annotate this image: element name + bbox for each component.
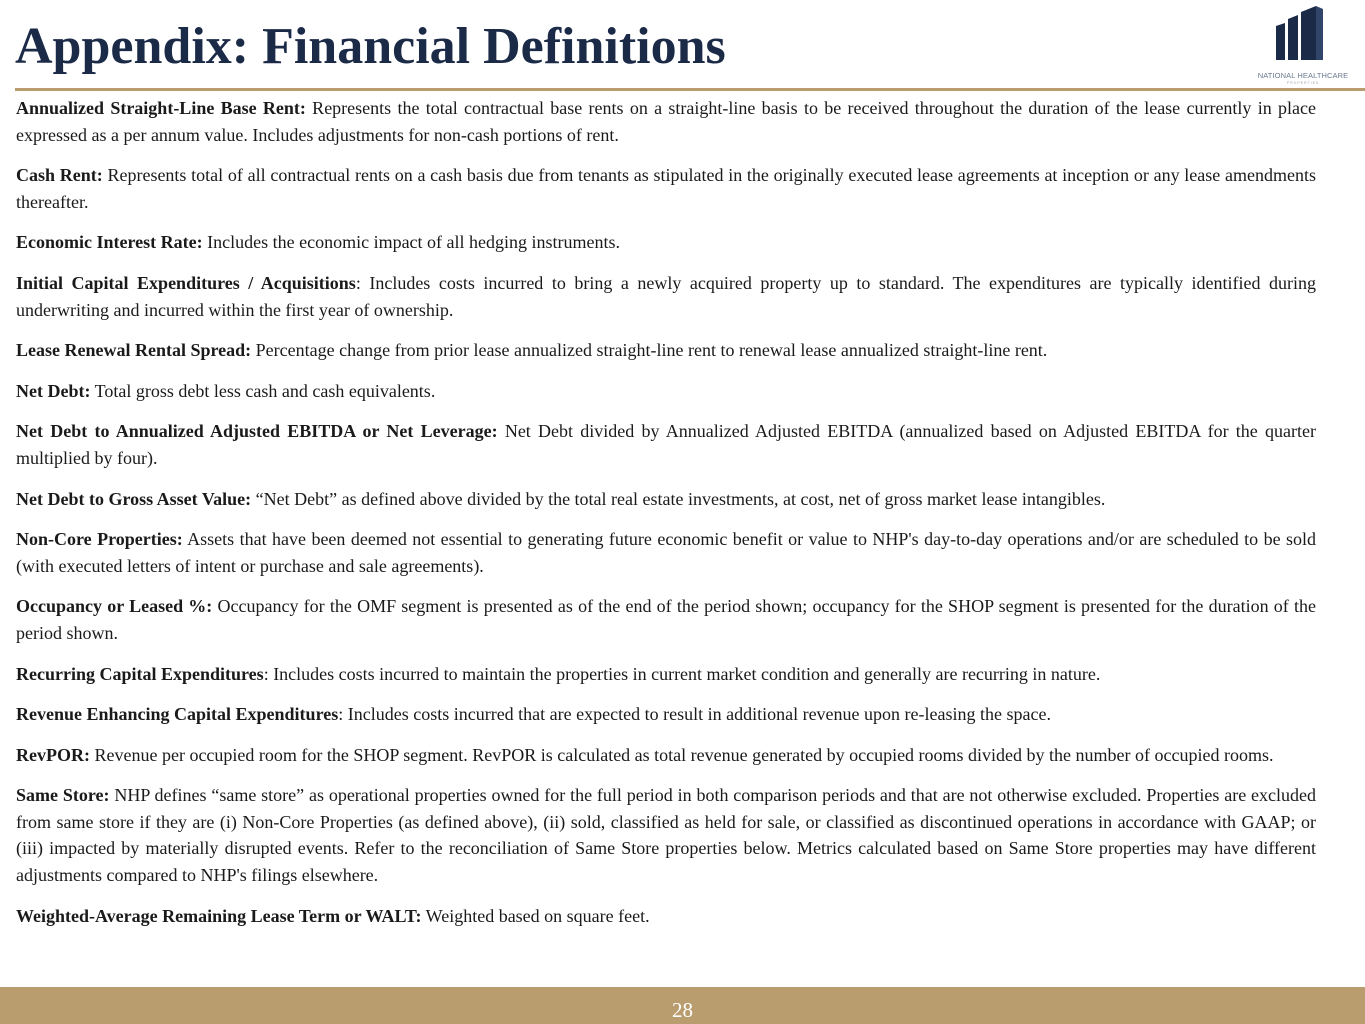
definition-text: Includes the economic impact of all hedging instruments. xyxy=(202,232,621,253)
definition-term: Annualized Straight-Line Base Rent: xyxy=(16,98,306,118)
company-logo xyxy=(1247,4,1359,86)
definition-term: Cash Rent: xyxy=(16,165,103,186)
definition-term: Initial Capital Expenditures / Acquisitions xyxy=(16,272,356,293)
definition-term: Weighted-Average Remaining Lease Term or WALT: xyxy=(16,905,422,926)
definition-item xyxy=(16,337,1316,364)
definition-text: NHP defines “same store” as operational properties owned for the full period in both comparison periods and that are not otherwise excluded. Properties are excluded from same store if they are (i) Non-Core Properties (as defined above), (ii) sold, classified as held for sale, or classified as discontinued operations in accordance with GAAP; or (iii) impacted by materially disrupted events. Refer to the reconciliation of Same Store properties below. Metrics calculated based on Same Store properties may have different adjustments compared to NHP's filings elsewhere. xyxy=(16,785,1316,886)
definition-text: : Includes costs incurred to bring a newly acquired property up to standard. The expenditures are typically identified during underwriting and incurred within the first year of ownership. xyxy=(16,272,1316,320)
definition-text: Net Debt divided by Annualized Adjusted EBITDA (annualized based on Adjusted EBITDA for the quarter multiplied by four). xyxy=(16,421,1316,468)
definition-term: Revenue Enhancing Capital Expenditures xyxy=(16,704,339,725)
definition-item xyxy=(16,903,1316,930)
definition-item xyxy=(16,162,1316,215)
definition-term: Non-Core Properties: xyxy=(16,529,183,550)
definition-term: Same Store: xyxy=(16,785,110,806)
definition-term: Net Debt to Gross Asset Value: xyxy=(16,488,252,509)
definition-item xyxy=(16,661,1316,688)
definition-text: “Net Debt” as defined above divided by the total real estate investments, at cost, net of gross market lease intangibles. xyxy=(251,488,1106,509)
definition-item xyxy=(16,486,1316,513)
page-number: 28 xyxy=(672,998,693,1022)
definition-item xyxy=(16,742,1316,769)
definition-item xyxy=(16,782,1316,888)
definition-item xyxy=(16,526,1316,579)
definition-text: Weighted based on square feet. xyxy=(421,905,650,926)
definition-text: Percentage change from prior lease annualized straight-line rent to renewal lease annualized straight-line rent. xyxy=(251,340,1048,361)
definition-text: Assets that have been deemed not essential to generating future economic benefit or value to NHP's day-to-day operations and/or are scheduled to be sold (with executed letters of intent or purchase and sale agreements). xyxy=(16,529,1317,576)
definition-text: Represents the total contractual base rents on a straight-line basis to be received throughout the duration of the lease currently in place expressed as a per annum value. Includes adjustments for non-cash portions of rent. xyxy=(16,98,1316,145)
definition-term: Net Debt: xyxy=(16,380,91,401)
definition-text: Occupancy for the OMF segment is presented as of the end of the period shown; occupancy for the SHOP segment is presented for the duration of the period shown. xyxy=(16,596,1316,643)
definition-term: Net Debt to Annualized Adjusted EBITDA or Net Leverage: xyxy=(16,421,498,442)
definition-text: Represents total of all contractual rents on a cash basis due from tenants as stipulated in the originally executed lease agreements at inception or any lease amendments thereafter. xyxy=(16,165,1316,212)
definitions-list xyxy=(16,95,1316,943)
logo-subtext: PROPERTIES xyxy=(1286,81,1320,85)
definition-term: Recurring Capital Expenditures xyxy=(16,663,264,684)
definition-term: Occupancy or Leased %: xyxy=(16,596,213,617)
building-logo-icon xyxy=(1247,4,1359,70)
definition-text: Total gross debt less cash and cash equivalents. xyxy=(90,380,436,401)
definition-item xyxy=(16,270,1316,323)
definition-term: Economic Interest Rate: xyxy=(16,232,203,253)
definition-text: : Includes costs incurred that are expected to result in additional revenue upon re-leasing the space. xyxy=(338,704,1051,725)
header-divider xyxy=(15,88,1365,91)
definition-text: : Includes costs incurred to maintain the properties in current market condition and generally are recurring in nature. xyxy=(263,663,1101,684)
definition-text: Revenue per occupied room for the SHOP segment. RevPOR is calculated as total revenue generated by occupied rooms divided by the number of occupied rooms. xyxy=(89,744,1274,765)
page-title: Appendix: Financial Definitions xyxy=(15,18,726,75)
definition-item xyxy=(16,95,1316,148)
definition-item xyxy=(16,593,1316,646)
logo-wordmark: NATIONAL HEALTHCARE xyxy=(1257,71,1349,80)
definition-term: Lease Renewal Rental Spread: xyxy=(16,340,252,361)
definition-term: RevPOR: xyxy=(16,744,90,765)
definition-item xyxy=(16,378,1316,405)
definition-item xyxy=(16,418,1316,471)
definition-item xyxy=(16,701,1316,728)
definition-item xyxy=(16,229,1316,256)
